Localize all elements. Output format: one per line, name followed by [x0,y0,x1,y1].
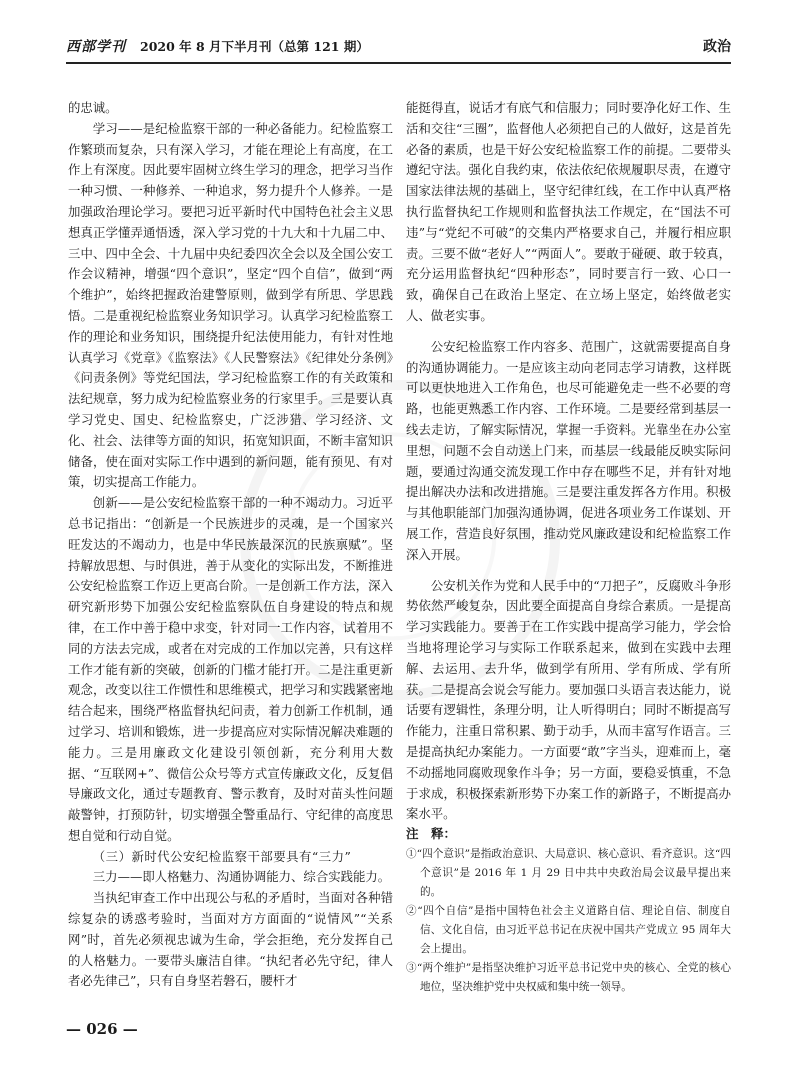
paragraph: 创新——是公安纪检监察干部的一种不竭动力。习近平总书记指出：“创新是一个民族进步的灵魂，是一个国家兴旺发达的不竭动力，也是中华民族最深沉的民族禀赋”。坚持解放思想、与时俱进，善于从变化的实际出发，不断推进公安纪检监察工作迈上更高台阶。一是创新工作方法，深入研究新形势下加强公安纪检监察队伍自身建设的特点和规律，在工作中善于稳中求变，针对同一工作内容，试着用不同的方法去完成，或者在对完成的工作加以完善，只有这样工作才能有新的突破，创新的门槛才能打开。二是注重更新观念，改变以往工作惯性和思维模式，把学习和实践紧密地结合起来，围绕严格监督执纪问责，着力创新工作机制，通过学习、培训和锻炼，进一步提高应对实际情况解决难题的能力。三是用廉政文化建设引领创新，充分利用大数据、“互联网+”、微信公众号等方式宣传廉政文化，反复倡导廉政文化，通过专题教育、警示教育，及时对苗头性问题敲警钟，打预防针，切实增强全警重品行、守纪律的高度思想自觉和行动自觉。 [68,495,393,843]
subsection-heading: （三）新时代公安纪检监察干部要具有“三力” [92,848,352,864]
notes-title: 注 释： [406,826,457,841]
right-column [406,98,731,825]
paragraph: 公安纪检监察工作内容多、范围广，这就需要提高自身的沟通协调能力。一是应该主动向老同志学习请教，这样既可以更快地进入工作角色，也尽可能避免走一些不必要的弯路，也能更熟悉工作内容、工作环境。二是要经常到基层一线去走访，了解实际情况，掌握一手资料。光靠坐在办公室里想，问题不会自动送上门来，而基层一线最能反映实际问题，要通过沟通交流发现工作中存在哪些不足，并有针对地提出解决办法和改进措施。三是要注重发挥各方作用。积极与其他职能部门加强沟通协调，促进各项业务工作谋划、开展工作，营造良好氛围，推动党风廉政建设和纪检监察工作深入开展。 [406,338,731,562]
section-title: 政治 [703,39,731,55]
footnote-item: ②“四个自信”是指中国特色社会主义道路自信、理论自信、制度自信、文化自信，由习近平总书记在庆祝中国共产党成立 95 周年大会上提出。 [406,905,731,955]
page-number: — 026 — [66,1020,138,1038]
paragraph: 能挺得直，说话才有底气和信服力；同时要净化好工作、生活和交往“三圈”，监督他人必须把自己的人做好，这是首先必备的素质，也是干好公安纪检监察工作的前提。二要带头遵纪守法。强化自我约束，依法依纪依规履职尽责，在遵守国家法律法规的基础上，坚守纪律红线，在工作中认真严格执行监督执纪工作规则和监督执法工作规定，在“国法不可违”与“党纪不可破”的交集内严格要求自己，并履行相应职责。三要不做“老好人”“两面人”。要敢于碰硬、敢于较真，充分运用监督执纪“四种形态”，同时要言行一致、心口一致，确保自己在政治上坚定、在立场上坚定，始终做老实人、做老实事。 [406,100,731,323]
paragraph: 三力——即人格魅力、沟通协调能力、综合实践能力。 [92,869,391,885]
page-header [66,34,731,56]
footnotes [406,824,731,997]
paragraph: 学习——是纪检监察干部的一种必备能力。纪检监察工作繁琐而复杂，只有深入学习，才能在理论上有高度，在工作上有深度。因此要牢固树立终生学习的理念，把学习当作一种习惯、一种修养、一种追求，努力提升个人修养。一是加强政治理论学习。要把习近平新时代中国特色社会主义思想真正学懂弄通悟透，深入学习党的十九大和十九届二中、三中、四中全会、十九届中央纪委四次全会以及全国公安工作会议精神，增强“四个意识”，坚定“四个自信”，做到“两个维护”，始终把握政治建警原则，做到学有所思、学思践悟。二是重视纪检监察业务知识学习。认真学习纪检监察工作的理论和业务知识，围绕提升纪法使用能力，有针对性地认真学习《党章》《监察法》《人民警察法》《纪律处分条例》《问责条例》等党纪国法，学习纪检监察工作的有关政策和法纪规章，努力成为纪检监察业务的行家里手。三是要认真学习党史、国史、纪检监察史，广泛涉猎、学习经济、文化、社会、法律等方面的知识，拓宽知识面，不断丰富知识储备，使在面对实际工作中遇到的新问题，能有预见、有对策，切实提高工作能力。 [68,120,393,490]
footnote-item: ③“两个维护”是指坚决维护习近平总书记党中央的核心、全党的核心地位，坚决维护党中央权威和集中统一领导。 [406,962,731,993]
header-divider [66,62,731,64]
footnote-item: ①“四个意识”是指政治意识、大局意识、核心意识、看齐意识。这“四个意识”是 2016 年 1 月 29 日中共中央政治局会议最早提出来的。 [406,848,731,898]
paragraph: 当执纪审查工作中出现公与私的矛盾时，当面对各种错综复杂的诱惑考验时，当面对方方面面的“说情风”“关系网”时，首先必须视忠诚为生命，学会拒绝，充分发挥自己的人格魅力。一要带头廉洁自律。“执纪者必先守纪，律人者必先律己”，只有自身坚若磐石，腰杆才 [68,890,393,989]
issue-info: 2020 年 8 月下半月刊（总第 121 期） [140,39,369,54]
journal-logo: 西部学刊 [66,39,126,55]
paragraph: 公安机关作为党和人民手中的“刀把子”，反腐败斗争形势依然严峻复杂，因此要全面提高自身综合素质。一是提高学习实践能力。要善于在工作实践中提高学习能力，学会恰当地将理论学习与实际工作联系起来，做到在实践中去理解、去运用、去升华，做到学有所用、学有所成、学有所获。二是提高会说会写能力。要加强口头语言表达能力，说话要有逻辑性，条理分明，让人听得明白；同时不断提高写作能力，注重日常积累、勤于动手，从而丰富写作语言。三是提高执纪办案能力。一方面要“敢”字当头，迎难而上，毫不动摇地同腐败现象作斗争；另一方面，要稳妥慎重，不急于求成，积极探索新形势下办案工作的新路子，不断提高办案水平。 [406,577,731,822]
left-column [68,98,393,992]
paragraph: 的忠诚。 [68,100,118,115]
